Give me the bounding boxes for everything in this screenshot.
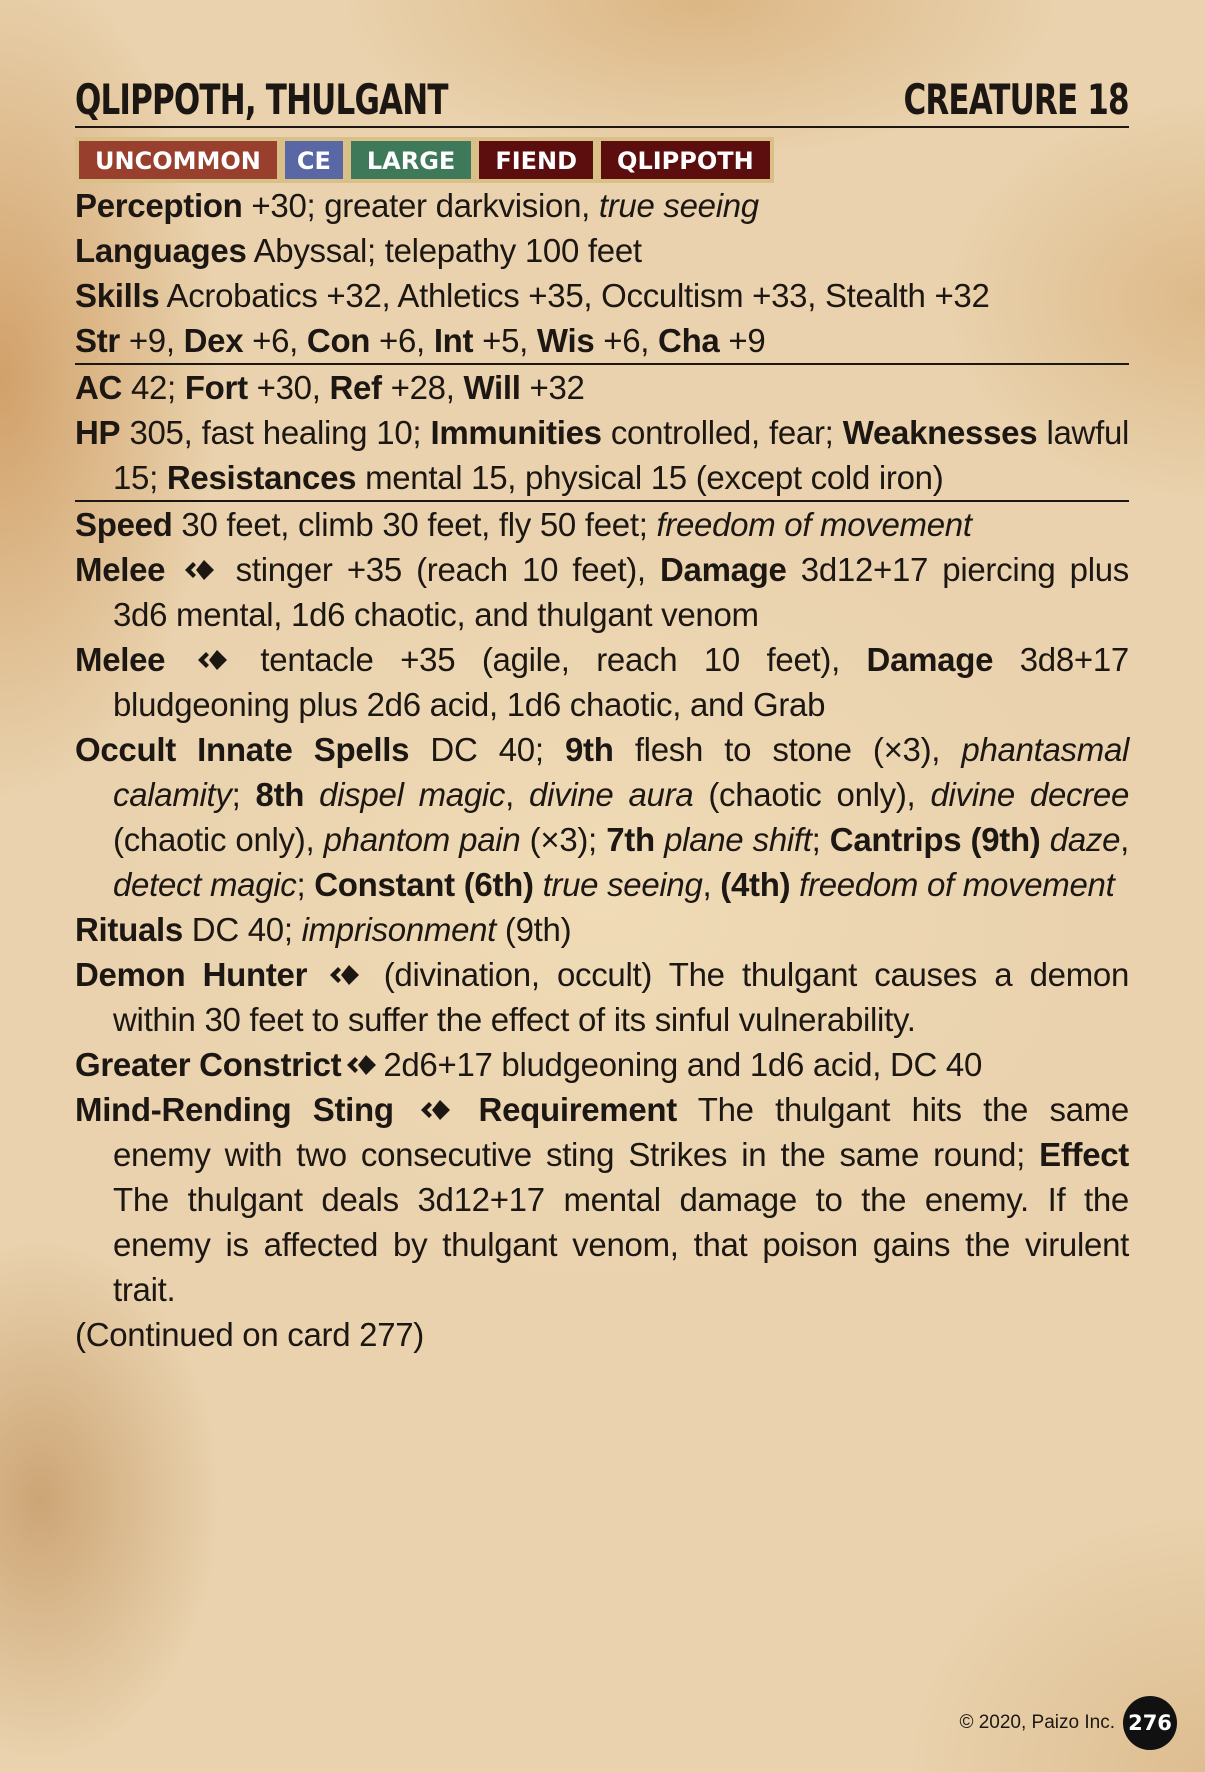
trait-fiend: FIEND [479,141,593,179]
rituals-line: Rituals DC 40; imprisonment (9th) [75,911,572,948]
trait-uncommon: UNCOMMON [79,141,277,179]
speed-line: Speed 30 feet, climb 30 feet, fly 50 feet; freedom of movement [75,506,972,543]
trait-size: LARGE [351,141,471,179]
single-action-icon [196,647,230,673]
demon-hunter: Demon Hunter (divination, occult) The thulgant causes a demon within 30 feet to suffer the effect of its sinful vulnerability. [75,956,1129,1038]
creature-level: CREATURE 18 [903,75,1129,124]
creature-name: QLIPPOTH, THULGANT [75,75,448,124]
innate-spells: Occult Innate Spells DC 40; 9th flesh to stone (×3), phantasmal calamity; 8th dispel magic, divine aura (chaotic only), divine decree (chaotic only), phantom pain (×3); 7th plane shift; Cantrips (9th) daze, detect magic; Constant (6th) true seeing, (4th) freedom of movement [75,731,1130,903]
reaction-icon [419,1097,453,1123]
melee-tentacle: Melee tentacle +35 (agile, reach 10 feet), Damage 3d8+17 bludgeoning plus 2d6 acid, 1d6 chaotic, and Grab [75,641,1129,723]
languages-line: Languages Abyssal; telepathy 100 feet [75,232,642,269]
ac-saves-line: AC 42; Fort +30, Ref +28, Will +32 [75,369,585,406]
mind-rending-sting: Mind-Rending Sting Requirement The thulgant hits the same enemy with two consecutive sting Strikes in the same round; Effect The thulgant deals 3d12+17 mental damage to the enemy. If the enemy is affected by thulgant venom, that poison gains the virulent trait. [75,1091,1129,1308]
free-action-icon [328,962,362,988]
stat-block [75,70,1129,1357]
continued-note: (Continued on card 277) [75,1316,424,1353]
trait-alignment: CE [285,141,343,179]
trait-qlippoth: QLIPPOTH [601,141,770,179]
title-row [75,70,1129,128]
footer [959,1696,1177,1750]
greater-constrict: Greater Constrict 2d6+17 bludgeoning and 1d6 acid, DC 40 [75,1046,982,1083]
page-number: 276 [1123,1696,1177,1750]
skills-line: Skills Acrobatics +32, Athletics +35, Occultism +33, Stealth +32 [75,277,990,314]
melee-stinger: Melee stinger +35 (reach 10 feet), Damage 3d12+17 piercing plus 3d6 mental, 1d6 chaotic, and thulgant venom [75,551,1130,633]
perception-line: Perception +30; greater darkvision, true seeing [75,187,759,224]
trait-bar [75,137,774,183]
ability-scores-line: Str +9, Dex +6, Con +6, Int +5, Wis +6, Cha +9 [75,318,1129,365]
copyright: © 2020, Paizo Inc. [959,1712,1115,1733]
single-action-icon [183,557,217,583]
hp-line: HP 305, fast healing 10; Immunities controlled, fear; Weaknesses lawful 15; Resistances mental 15, physical 15 (except cold iron) [75,410,1129,502]
single-action-icon [345,1052,379,1078]
